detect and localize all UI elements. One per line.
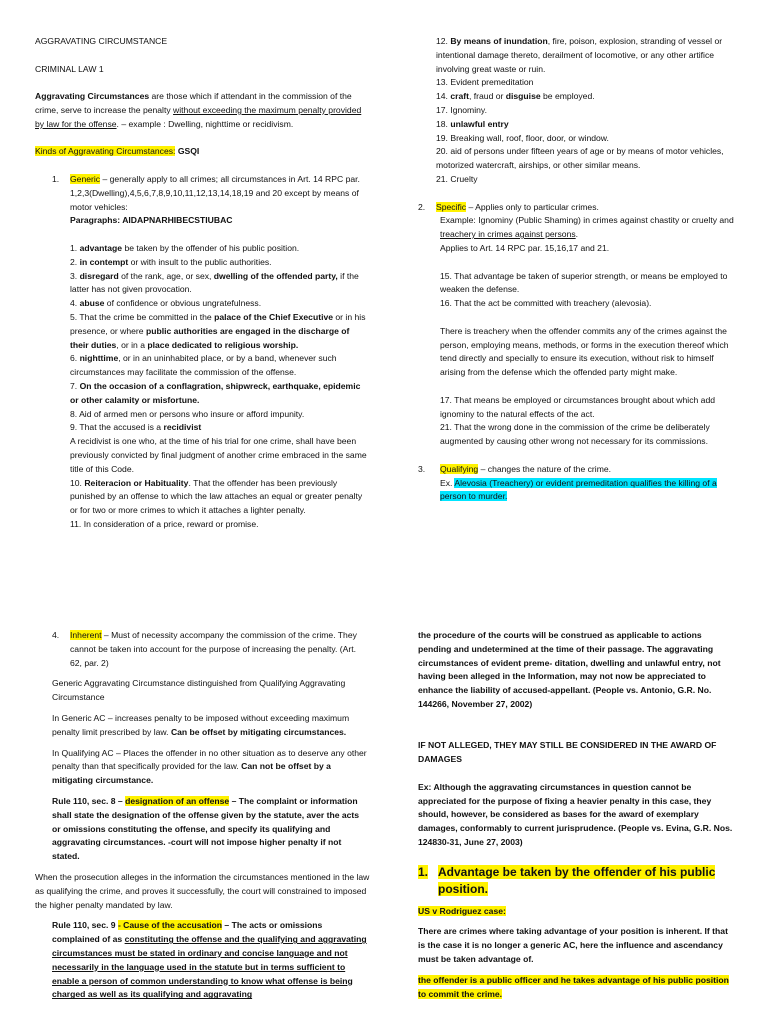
list-item: 17. Ignominy. [436,104,487,115]
list-item: 7. On the occasion of a conflagration, shipwreck, earthquake, epidemic or other calamity or misfortune. [70,380,361,405]
rule-110-sec-9: Rule 110, sec. 9 - Cause of the accusation – The acts or omissions complained of as constituting the offense and the qualifying and aggravating circumstances must be stated in ordinary and concise language and not necessarily in the language used in the statute but in terms sufficient to enable a person of common understanding to know what offense is being charged as well as its qualifying and aggravating [52,920,367,1000]
doc-subtitle: CRIMINAL LAW 1 [35,63,104,74]
generic-item: 1. Generic – generally apply to all crimes; all circumstances in Art. 14 RPC par. 1,2,3(Dwelling),4,5,6,7,8,9,10,11,12,13,14,18,19 and 20 except by means of motor vehicles: Paragraphs: AIDAPNARHIBECSTIUBAC [35,173,370,228]
list-item: 19. Breaking wall, roof, floor, door, or window. [436,132,609,143]
generic-ac-note: In Generic AC – increases penalty to be imposed without exceeding maximum penalty limit prescribed by law. Can be offset by mitigating circumstances. [52,712,350,737]
list-item: 3. disregard of the rank, age, or sex, dwelling of the offended party, if the latter has not given provocation. [70,270,359,295]
us-v-rodriguez-label: US v Rodriguez case: [418,905,506,916]
rule-110-sec-8: Rule 110, sec. 8 – designation of an offense – The complaint or information shall state the designation of the offense given by the statute, aver the acts or omissions constituting the offense, and specify its qualifying and aggravating circumstances. -court will not impose higher penalty if not stated. [52,795,360,862]
list-item: 21. Cruelty [436,173,478,184]
bottom-left-column [35,629,370,1002]
inherent-position-note: There are crimes where taking advantage of your position is inherent. If that is the case it is no longer a generic AC, here the influence and ascendancy must be taken advantage of. [418,926,728,964]
list-item: 1. advantage be taken by the offender of his public position. [70,242,300,253]
specific-item: 2. Specific – Applies only to particular crimes. Example: Ignominy (Public Shaming) in crimes against chastity or cruelty and treachery in crimes against persons. Applies to Art. 14 RPC par. 15,16,17 and 21. 15. That advantage be taken of superior strength, or means be employed to weaken the defense. 16. That the act be committed with treachery (alevosia). There is treachery when the offender commits any of the crimes against the person, employing means, methods, or forms in the execution thereof which tend directly and specially to ensure its execution, without risk to himself arising from the defense which the offended party might make. 17. That means be employed or circumstances brought about which add ignominy to the natural effects of the act. 21. That the wrong done in the commission of the crime be deliberately augmented by causing other wrong not necessary for its commissions. [418,201,736,449]
treachery-definition: There is treachery when the offender commits any of the crimes against the person, employing means, methods, or forms in the execution thereof which tend directly and specially to ensure its execution, without risk to himself arising from the defense which the offended party might make. [440,325,729,378]
list-item: 2. in contempt or with insult to the public authorities. [70,256,272,267]
inherent-item: 4. Inherent – Must of necessity accompany the commission of the crime. They cannot be taken into account for the purpose of increasing the penalty. (Art. 62, par. 2) [52,630,357,668]
list-item: 9. That the accused is a recidivist [70,422,202,433]
definition-paragraph: Aggravating Circumstances are those which if attendant in the commission of the crime, serve to increase the penalty without exceeding the maximum penalty provided by law for the offense. – example : Dwelling, nighttime or recidivism. [35,91,362,129]
qualifying-item: 3. Qualifying – changes the nature of the crime. Ex. Alevosia (Treachery) or evident premeditation qualifies the killing of a person to murder. [418,463,717,502]
people-vs-evina-quote: Ex: Although the aggravating circumstances in question cannot be appreciated for the purpose of fixing a heavier penalty in this case, they should, however, be considered as bases for the award of exemplary damages, conformably to current jurisprudence. (People vs. Evina, G.R. Nos. 124830-31, June 27, 2003) [418,781,733,847]
list-item: 12. By means of inundation, fire, poison, explosion, stranding of vessel or intentional damage thereto, derailment of locomotive, or any other artifice involving great waste or ruin. [436,36,723,74]
bottom-right-column [418,629,736,1001]
not-alleged-heading: IF NOT ALLEGED, THEY MAY STILL BE CONSIDERED IN THE AWARD OF DAMAGES [418,740,717,765]
advantage-heading: 1. Advantage be taken by the offender of his public position. [418,864,716,896]
people-vs-antonio-quote: the procedure of the courts will be construed as applicable to actions pending and undetermined at the time of their passage. The aggravating circumstances of evident preme- ditation, dwelling and unlawful entry, not having been alleged in the Information, may not now be appreciated to enhance the liability of accused-appellant. (People vs. Antonio, G.R. No. 144266, November 27, 2002) [418,630,721,709]
paragraphs-label: Paragraphs: AIDAPNARHIBECSTIUBAC [70,215,233,226]
list-item: 4. abuse of confidence or obvious ungratefulness. [70,298,262,309]
doc-title: AGGRAVATING CIRCUMSTANCE [35,36,168,46]
list-item: 8. Aid of armed men or persons who insure or afford impunity. [70,408,305,419]
public-officer-note: the offender is a public officer and he takes advantage of his public position to commit the crime. [418,974,729,999]
prosecution-paragraph: When the prosecution alleges in the information the circumstances mentioned in the law as qualifying the crime, and proves it successfully, the court will constrained to imposed the higher penalty mandated by law. [35,871,370,910]
list-item: 13. Evident premeditation [436,77,534,88]
distinction-heading: Generic Aggravating Circumstance distinguished from Qualifying Aggravating Circumstance [52,678,346,703]
list-item: 11. In consideration of a price, reward or promise. [70,518,259,529]
recidivist-definition: A recidivist is one who, at the time of his trial for one crime, shall have been previously convicted by final judgment of another crime embraced in the same title of this Code. [70,436,367,474]
list-item: 5. That the crime be committed in the palace of the Chief Executive or in his presence, or where public authorities are engaged in the discharge of their duties, or in a place dedicated to religious worship. [70,311,366,350]
top-right-column [418,35,736,504]
kinds-heading: Kinds of Aggravating Circumstances: GSQI [35,146,200,157]
generic-circumstances-list-cont [418,35,736,187]
top-left-column [35,35,370,532]
qualifying-ac-note: In Qualifying AC – Places the offender in no other situation as to deserve any other penalty than that specifically provided for the law. Can not be offset by a mitigating circumstance. [52,747,367,786]
list-item: 18. unlawful entry [436,118,509,129]
list-item: 6. nighttime, or in an uninhabited place, or by a band, whenever such circumstances may facilitate the commission of the offense. [70,353,337,378]
list-item: 10. Reiteracion or Habituality. That the offender has been previously punished by an offense to which the law attaches an equal or greater penalty or for two or more crimes to which it attaches a lighter penalty. [70,477,363,516]
list-item: 20. aid of persons under fifteen years of age or by means of motor vehicles, motorized watercraft, airships, or other similar means. [436,146,724,171]
list-item: 14. craft, fraud or disguise be employed. [436,91,595,102]
generic-circumstances-list [35,242,370,532]
